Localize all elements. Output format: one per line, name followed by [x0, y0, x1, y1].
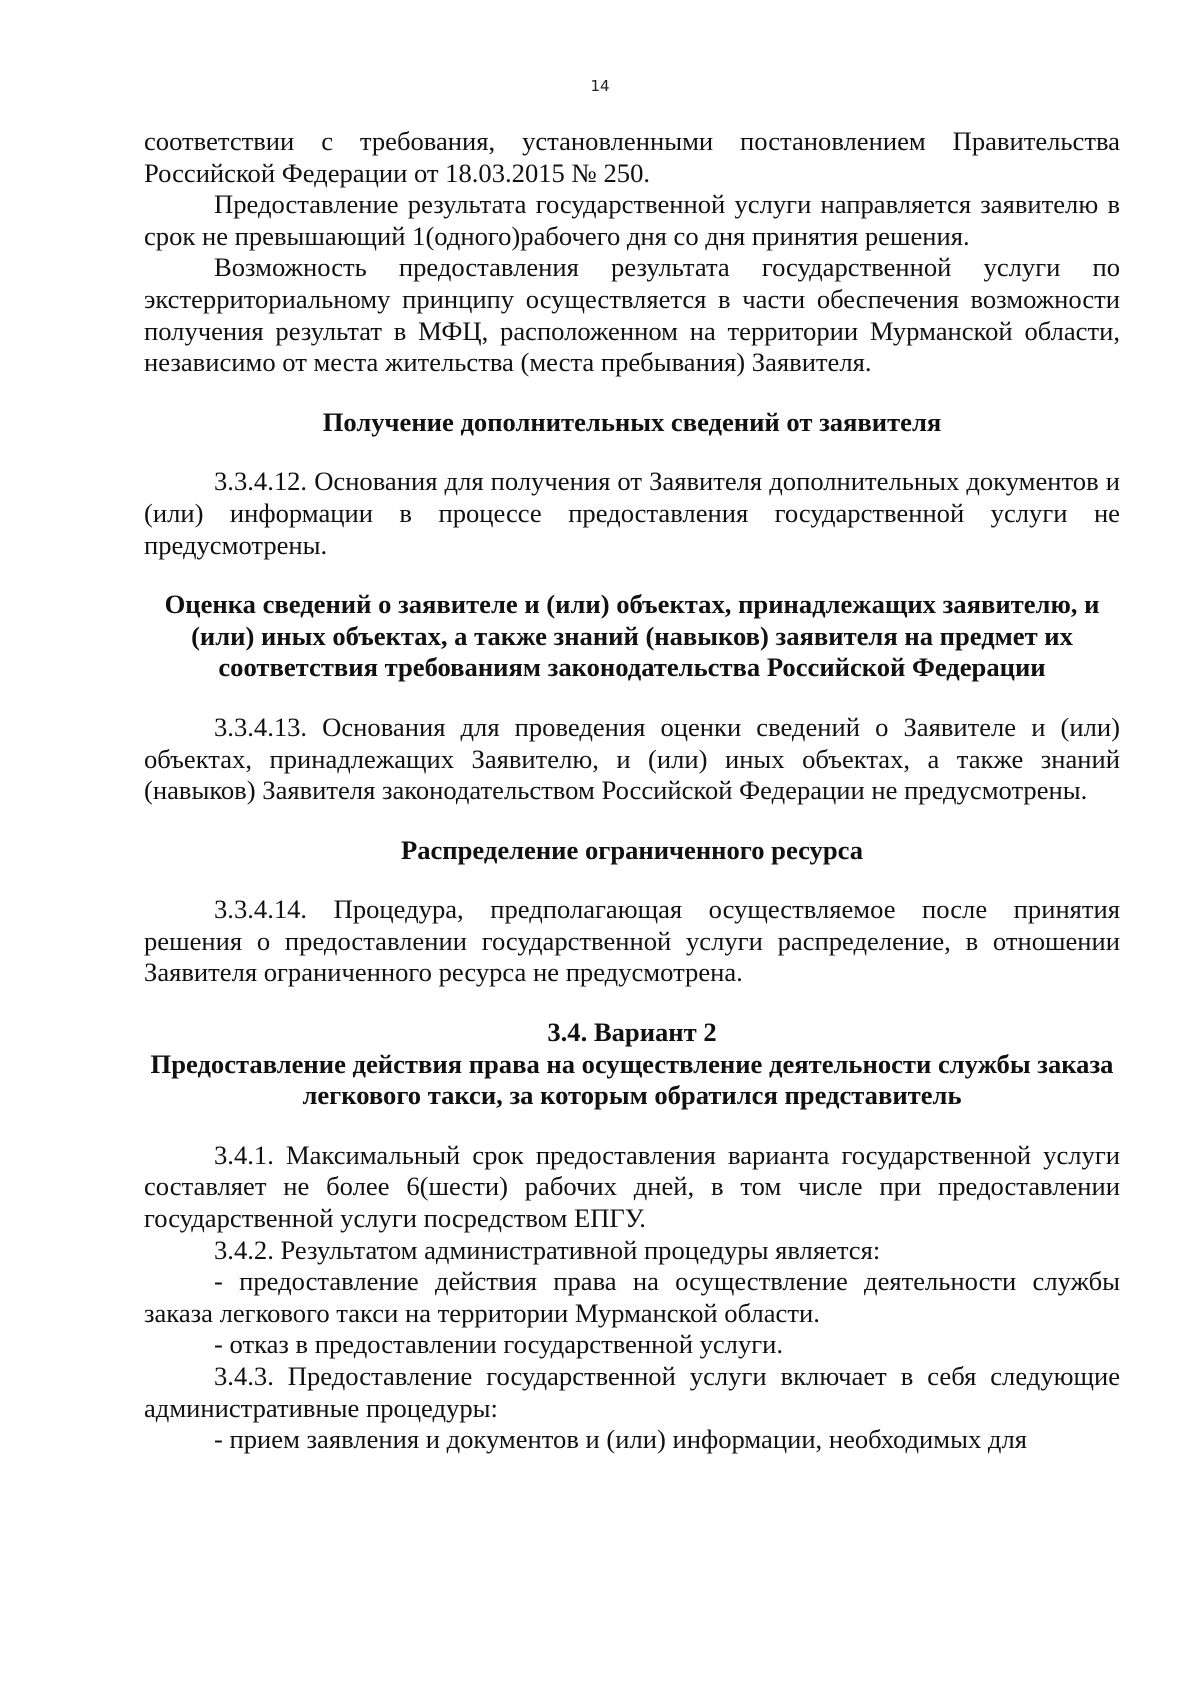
section-heading-assessment: Оценка сведений о заявителе и (или) объектах, принадлежащих заявителю, и (или) иных объектах, а также знаний (навыков) заявителя на предмет их соответствия требованиям законодательства Российской Федерации — [164, 589, 1100, 683]
list-item-reception: - прием заявления и документов и (или) информации, необходимых для — [214, 1424, 1027, 1455]
paragraph-3-4-3: 3.4.3. Предоставление государственной услуги включает в себя следующие административные процедуры: — [144, 1361, 1120, 1423]
paragraph-extraterritorial: Возможность предоставления результата государственной услуги по экстерриториальному принципу осуществляется в части обеспечения возможности получения результат в МФЦ, расположенном на территории Мурманской области, независимо от места жительства (места пребывания) Заявителя. — [144, 252, 1120, 378]
paragraph-3-4-1: 3.4.1. Максимальный срок предоставления варианта государственной услуги составляет не более 6(шести) рабочих дней, в том числе при предоставлении государственной услуги посредством ЕПГУ. — [144, 1139, 1120, 1234]
list-item-refusal: - отказ в предоставлении государственной услуги. — [214, 1329, 784, 1360]
section-heading-variant-2: 3.4. Вариант 2 — [547, 1017, 717, 1048]
paragraph-3-3-4-13: 3.3.4.13. Основания для проведения оценки сведений о Заявителе и (или) объектах, принадлежащих Заявителю, и (или) иных объектах, а также знаний (навыков) Заявителя законодательством Российской Федерации не предусмотрены. — [144, 711, 1120, 806]
paragraph-3-3-4-12: 3.3.4.12. Основания для получения от Заявителя дополнительных документов и (или) информации в процессе предоставления государственной услуги не предусмотрены. — [144, 466, 1120, 560]
section-heading-additional-info: Получение дополнительных сведений от заявителя — [322, 406, 942, 437]
page-number: 14 — [590, 77, 610, 95]
paragraph-3-4-2: 3.4.2. Результатом административной процедуры является: — [214, 1234, 881, 1265]
paragraph-result-delivery: Предоставление результата государственной услуги направляется заявителю в срок не превышающий 1(одного)рабочего дня со дня принятия решения. — [144, 189, 1120, 251]
section-subheading-variant-2: Предоставление действия права на осуществление деятельности службы заказа легкового такси, за которым обратился представитель — [150, 1048, 1114, 1111]
list-item-grant-right: - предоставление действия права на осуществление деятельности службы заказа легкового такси на территории Мурманской области. — [144, 1266, 1120, 1328]
section-heading-limited-resource: Распределение ограниченного ресурса — [400, 834, 864, 865]
page-body — [144, 126, 1120, 1456]
paragraph-continuation: соответствии с требования, установленными постановлением Правительства Российской Федерации от 18.03.2015 № 250. — [144, 126, 1120, 188]
paragraph-3-3-4-14: 3.3.4.14. Процедура, предполагающая осуществляемое после принятия решения о предоставлении государственной услуги распределение, в отношении Заявителя ограниченного ресурса не предусмотрена. — [144, 894, 1120, 988]
